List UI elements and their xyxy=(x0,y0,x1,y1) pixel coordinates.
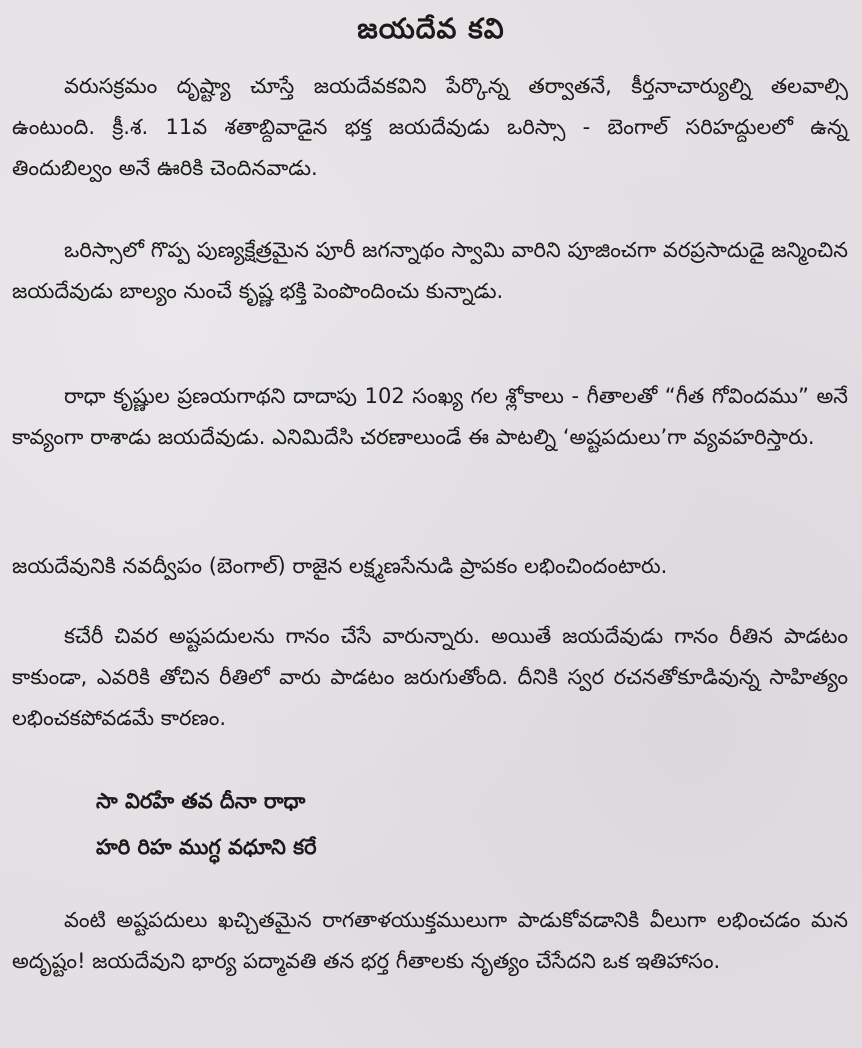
paragraph-3 xyxy=(12,376,848,458)
verse-line-1: సా విరహే తవ దీనా రాధా xyxy=(96,789,306,813)
paragraph-text: జయదేవునికి నవద్వీపం (బెంగాల్) రాజైన లక్ష్మణసేనుడి ప్రాపకం లభించిందంటారు. xyxy=(12,554,668,578)
page-title: జయదేవ కవి xyxy=(357,12,505,45)
paragraph-text: రాధా కృష్ణుల ప్రణయగాథని దాదాపు 102 సంఖ్య గల శ్లోకాలు - గీతాలతో “గీత గోవిందము” అనే కావ్యంగా రాశాడు జయదేవుడు. ఎనిమిదేసి చరణాలుండే ఈ పాటల్ని ‘అష్టపదులు’గా వ్యవహరిస్తారు. xyxy=(12,384,848,449)
paragraph-text: కచేరీ చివర అష్టపదులను గానం చేసే వారున్నారు. అయితే జయదేవుడు గానం రీతిన పాడటం కాకుండా, ఎవరికి తోచిన రీతిలో వారు పాడటం జరుగుతోంది. దీనికి స్వర రచనతోకూడివున్న సాహిత్యం లభించకపోవడమే కారణం. xyxy=(12,624,848,730)
verse-line-2: హరి రిహ ముగ్ధ వధూని కరే xyxy=(96,835,317,859)
paragraph-1 xyxy=(12,66,848,189)
paragraph-4 xyxy=(12,546,848,587)
paragraph-text: వంటి అష్టపదులు ఖచ్చితమైన రాగతాళయుక్తములుగా పాడుకోవడానికి వీలుగా లభించడం మన అదృష్టం! జయదేవుని భార్య పద్మావతి తన భర్త గీతాలకు నృత్యం చేసేదని ఒక ఇతిహాసం. xyxy=(12,908,848,973)
paragraph-text: వరుసక్రమం దృష్ట్యా చూస్తే జయదేవకవిని పేర్కొన్న తర్వాతనే, కీర్తనాచార్యుల్ని తలవాల్సి ఉంటుంది. క్రీ.శ. 11వ శతాబ్దివాడైన భక్త జయదేవుడు ఒరిస్సా - బెంగాల్ సరిహద్దులలో ఉన్న తిందుబిల్వం అనే ఊరికి చెందినవాడు. xyxy=(12,74,848,180)
paragraph-5 xyxy=(12,616,848,739)
paragraph-closing xyxy=(12,900,848,982)
paragraph-text: ఒరిస్సాలో గొప్ప పుణ్యక్షేత్రమైన పూరీ జగన్నాథం స్వామి వారిని పూజించగా వరప్రసాదుడై జన్మించిన జయదేవుడు బాల్యం నుంచే కృష్ణ భక్తి పెంపొందించు కున్నాడు. xyxy=(12,238,848,303)
paragraph-2 xyxy=(12,230,848,312)
